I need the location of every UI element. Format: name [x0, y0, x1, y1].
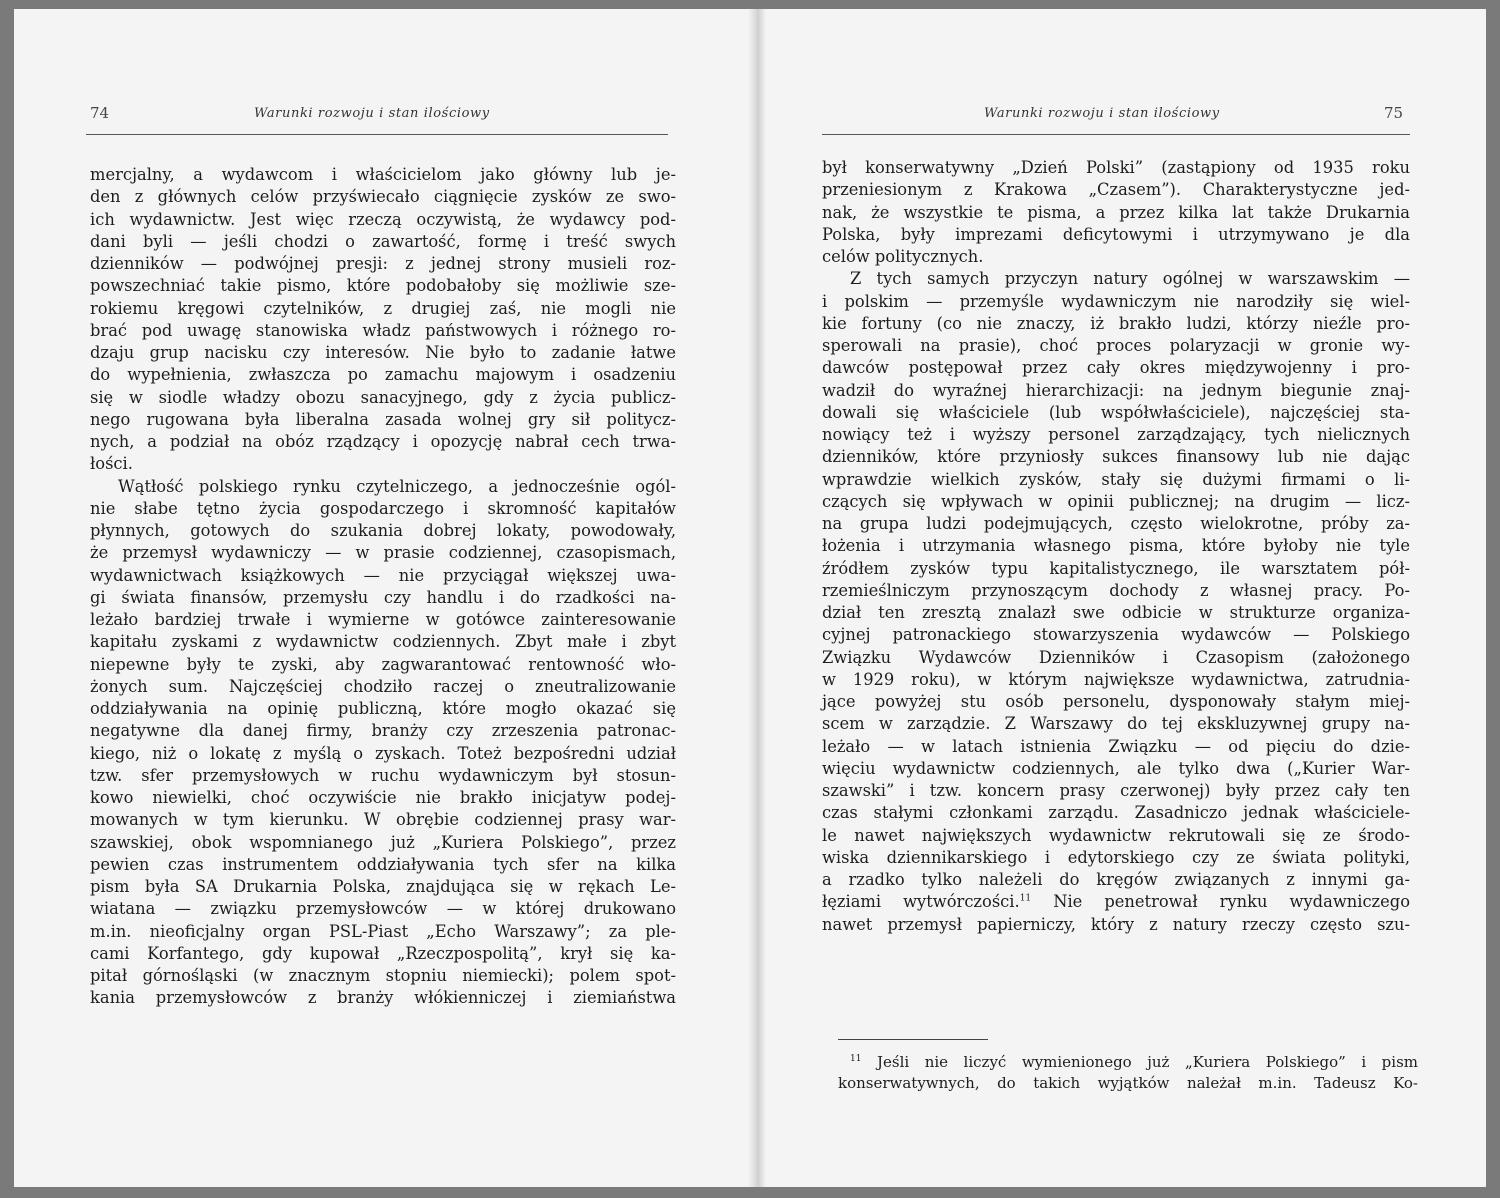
text-line: den z głównych celów przyświecało ciągnięcie zysków ze swo- [90, 187, 676, 207]
text-line: dawców postępował przez cały okres międzywojenny i pro- [822, 358, 1410, 378]
text-line: wprawdzie wielkich zysków, stały się dużymi firmami o li- [822, 469, 1410, 489]
footnotes [838, 1052, 1418, 1094]
text-line: dowali się właściciele (lub współwłaściciele), najczęściej sta- [822, 402, 1410, 422]
text-line: dani byli — jeśli chodzi o zawartość, formę i treść swych [90, 231, 676, 251]
text-line: nak, że wszystkie te pisma, a przez kilka lat także Drukarnia [822, 202, 1410, 222]
right-body-text [822, 157, 1410, 936]
text-line: kowo niewielki, choć oczywiście nie brakło inicjatyw podej- [90, 788, 676, 807]
text-line: a rzadko tylko należeli do kręgów związanych z innymi ga- [822, 870, 1410, 889]
text-line: le nawet największych wydawnictw rekrutowali się ze środo- [822, 825, 1410, 845]
text-line: dzaju grup nacisku czy interesów. Nie było to zadanie łatwe [90, 343, 676, 362]
text-line: wydawnictwach książkowych — nie przyciągał większej uwa- [90, 565, 676, 585]
text-line: i polskim — przemyśle wydawniczym nie narodziły się wiel- [822, 291, 1410, 311]
text-line: dział ten zresztą znalazł swe odbicie w strukturze organiza- [822, 603, 1410, 622]
text-line: się w siodle władzy obozu sanacyjnego, gdy z życia publicz- [90, 387, 676, 407]
text-line: nawet przemysł papierniczy, który z natury rzeczy często szu- [822, 914, 1410, 934]
text-line: rzemieślniczym przynoszącym dochody z własnej pracy. Po- [822, 580, 1410, 600]
text-line: leżało bardziej trwałe i wymierne w gotówce zainteresowanie [90, 610, 676, 629]
book-spread [14, 9, 1486, 1187]
text-line: żonych sum. Najczęściej chodziło raczej o zneutralizowanie [90, 676, 676, 696]
left-body-text [90, 164, 676, 1010]
text-line: w 1929 roku), w którym największe wydawnictwa, zatrudnia- [822, 669, 1410, 689]
text-line: więciu wydawnictw codziennych, ale tylko dwa („Kurier War- [822, 758, 1410, 778]
text-line: rokiemu kręgowi czytelników, z drugiej zaś, nie mogli nie [90, 298, 676, 318]
text-line: łożenia i utrzymania własnego pisma, które byłoby nie tyle [822, 536, 1410, 556]
text-line: oddziaływania na opinię publiczną, które mogło okazać się [90, 699, 676, 718]
text-line: scem w zarządzie. Z Warszawy do tej ekskluzywnej grupy na- [822, 714, 1410, 734]
book-gutter [748, 9, 766, 1187]
text-line: pewien czas instrumentem oddziaływania tych sfer na kilka [90, 854, 676, 874]
text-line: łości. [90, 454, 133, 474]
text-line: kania przemysłowców z branży włókienniczej i ziemiaństwa [90, 988, 676, 1008]
footnote-text: Jeśli nie liczyć wymienionego już „Kuriera Polskiego” i pism [876, 1053, 1418, 1071]
text-line: kiego, niż o lokatę z myślą o zyskach. Toteż bezpośredni udział [90, 743, 676, 763]
line-text-tail: Nie penetrował rynku wydawniczego [1031, 892, 1410, 912]
footnote-rule [838, 1039, 988, 1040]
left-page [14, 9, 748, 1187]
text-line: nie słabe tętno życia gospodarczego i skromność kapitałów [90, 498, 676, 518]
text-line: źródłem zysków typu kapitalistycznego, ile warsztatem pół- [822, 558, 1410, 578]
text-line: nych, a podział na obóz rządzący i opozycję nabrał cech trwa- [90, 432, 676, 451]
text-line: jące powyżej stu osób personelu, dysponowały stałym miej- [822, 692, 1410, 711]
text-line: na grupa ludzi podejmujących, często wielokrotne, próby za- [822, 514, 1410, 533]
text-line: kie fortuny (co nie znaczy, iż brakło ludzi, którzy nieźle pro- [822, 313, 1410, 333]
text-line: mowanych w tym kierunku. W obrębie codziennej prasy war- [90, 810, 676, 830]
text-line: czas stałymi członkami zarządu. Zasadniczo jednak właściciele- [822, 803, 1410, 823]
text-line: ich wydawnictw. Jest więc rzeczą oczywistą, że wydawcy pod- [90, 209, 676, 229]
text-line: sperowali na prasie), choć proces polaryzacji w gronie wy- [822, 336, 1410, 355]
footnote-number: 11 [850, 1054, 862, 1064]
line-text: łęziami wytwórczości. [822, 892, 1020, 912]
footnote-reference: 11 [1019, 893, 1032, 904]
text-line: płynnych, gotowych do szukania dobrej lokaty, powodowały, [90, 521, 676, 540]
text-line: kapitału zyskami z wydawnictw codziennych. Zbyt małe i zbyt [90, 632, 676, 652]
text-line: cyjnej patronackiego stowarzyszenia wydawców — Polskiego [822, 625, 1410, 645]
text-line: dzienników, które przyniosły sukces finansowy lub nie dając [822, 447, 1410, 467]
text-line: gi świata finansów, przemysłu czy handlu i do rzadkości na- [90, 587, 676, 607]
text-line: wadził do wyraźnej hierarchizacji: na jednym biegunie znaj- [822, 380, 1410, 400]
text-line: wiska dziennikarskiego i edytorskiego czy ze świata polityki, [822, 847, 1410, 867]
text-line: negatywne dla danej firmy, branży czy zrzeszenia patronac- [90, 721, 676, 741]
text-line: tzw. sfer przemysłowych w ruchu wydawniczym był stosun- [90, 765, 676, 785]
text-line: pitał górnośląski (w znacznym stopniu niemiecki); polem spot- [90, 966, 676, 985]
right-header-rule [822, 134, 1410, 135]
text-line: przeniesionym z Krakowa „Czasem”). Charakterystyczne jed- [822, 180, 1410, 200]
text-line: cami Korfantego, gdy kupował „Rzeczpospolitą”, krył się ka- [90, 943, 676, 963]
text-line: szawski” i tzw. koncern prasy czerwonej) były przez cały ten [822, 781, 1410, 800]
right-page-number: 75 [1384, 104, 1404, 122]
footnote-line: konserwatywnych, do takich wyjątków należał m.in. Tadeusz Ko- [838, 1074, 1418, 1092]
footnote-line [838, 1052, 1418, 1073]
text-line: leżało — w latach istnienia Związku — od pięciu do dzie- [822, 736, 1410, 756]
text-line: Polska, były imprezami deficytowymi i utrzymywano je dla [822, 224, 1410, 244]
text-line: niepewne były te zyski, aby zagwarantować rentowność wło- [90, 654, 676, 674]
right-running-head: Warunki rozwoju i stan ilościowy [984, 106, 1220, 121]
text-line: Związku Wydawców Dzienników i Czasopism (założonego [822, 647, 1410, 667]
text-line: że przemysł wydawniczy — w prasie codziennej, czasopismach, [90, 543, 676, 563]
text-line: dzienników — podwójnej presji: z jednej strony musieli roz- [90, 254, 676, 273]
text-line: Z tych samych przyczyn natury ogólnej w warszawskim — [850, 269, 1410, 289]
text-line: pism była SA Drukarnia Polska, znajdująca się w rękach Le- [90, 877, 676, 896]
left-page-number: 74 [90, 104, 110, 122]
text-line: nowiący też i wyższy personel zarządzający, tych nielicznych [822, 425, 1410, 444]
right-page [766, 9, 1486, 1187]
text-line: Wątłość polskiego rynku czytelniczego, a jednocześnie ogól- [118, 476, 676, 496]
text-line: wiatana — związku przemysłowców — w której drukowano [90, 899, 676, 919]
text-line: do wypełnienia, zwłaszcza po zamachu majowym i osadzeniu [90, 365, 676, 385]
text-line: brać pod uwagę stanowiska władz państwowych i różnego ro- [90, 320, 676, 340]
text-line: m.in. nieoficjalny organ PSL-Piast „Echo Warszawy”; za ple- [90, 921, 676, 941]
text-line: mercjalny, a wydawcom i właścicielom jako główny lub je- [90, 165, 676, 184]
text-line [822, 891, 1410, 913]
left-running-head: Warunki rozwoju i stan ilościowy [254, 106, 490, 121]
text-line: był konserwatywny „Dzień Polski” (zastąpiony od 1935 roku [822, 158, 1410, 177]
text-line: nego rugowana była liberalna zasada wolnej gry sił politycz- [90, 409, 676, 429]
text-line: celów politycznych. [822, 247, 984, 266]
left-header-rule [86, 134, 668, 135]
text-line: powszechniać takie pismo, które podobałoby się możliwie sze- [90, 276, 676, 296]
text-line: szawskiej, obok wspomnianego już „Kuriera Polskiego”, przez [90, 832, 676, 852]
text-line: czących się wpływach w opinii publicznej; na drugim — licz- [822, 491, 1410, 511]
